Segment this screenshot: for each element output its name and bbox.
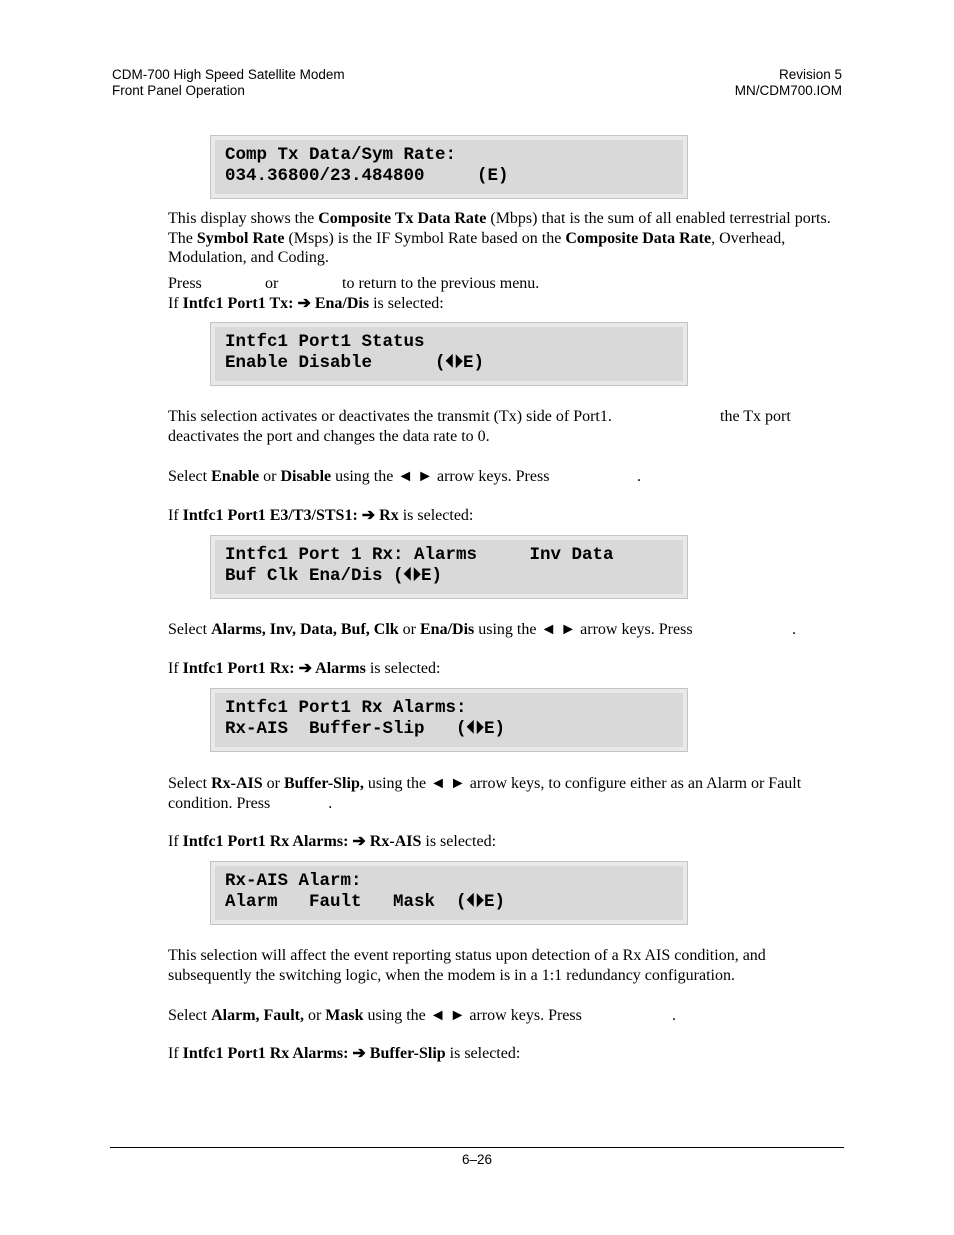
lcd-line-1: Intfc1 Port1 Rx Alarms: — [225, 698, 467, 718]
lcd-line-2: Alarm Fault Mask (⏴⏵E) — [225, 892, 506, 912]
condition-line: If Intfc1 Port1 Tx: ➔ Ena/Dis is selected: — [168, 295, 444, 312]
description-paragraph: This display shows the Composite Tx Data Rate (Mbps) that is the sum of all enabled terrestrial ports. The Symbol Rate (Msps) is the IF Symbol Rate based on the Composite Data Rate, Overhead, Modulation, and Coding. — [168, 210, 831, 266]
condition-line: If Intfc1 Port1 Rx Alarms: ➔ Rx-AIS is selected: — [168, 833, 497, 850]
lcd-line-1: Rx-AIS Alarm: — [225, 871, 362, 891]
lcd-line-1: Intfc1 Port 1 Rx: Alarms Inv Data — [225, 545, 614, 565]
lcd-display-port-status — [210, 322, 688, 386]
condition-line: If Intfc1 Port1 E3/T3/STS1: ➔ Rx is selected: — [168, 507, 474, 524]
lcd-display-rx-options — [210, 535, 688, 599]
lcd-display-comp-tx-rate — [210, 135, 688, 199]
footer-divider — [110, 1147, 844, 1148]
doc-title: CDM-700 High Speed Satellite Modem — [112, 67, 345, 82]
lcd-line-2: Rx-AIS Buffer-Slip (⏴⏵E) — [225, 719, 506, 739]
lcd-display-rx-ais-alarm — [210, 861, 688, 925]
select-instruction: Select Rx-AIS or Buffer-Slip, using the ◄ ► arrow keys, to configure either as an Alarm or Fault condition. Press . — [168, 775, 802, 812]
condition-line: If Intfc1 Port1 Rx Alarms: ➔ Buffer-Slip is selected: — [168, 1045, 521, 1062]
select-instruction: Select Alarm, Fault, or Mask using the ◄ ► arrow keys. Press . — [168, 1007, 676, 1024]
press-instruction: Press or to return to the previous menu. — [168, 275, 540, 292]
description-paragraph: This selection will affect the event reporting status upon detection of a Rx AIS condition, and subsequently the switching logic, when the modem is in a 1:1 redundancy configuration. — [168, 947, 766, 984]
running-header-right — [735, 67, 842, 99]
lcd-line-1: Intfc1 Port1 Status — [225, 332, 425, 352]
lcd-line-2: Buf Clk Ena/Dis (⏴⏵E) — [225, 566, 443, 586]
running-header-left — [112, 67, 345, 99]
page-number: 6–26 — [461, 1152, 493, 1167]
select-instruction: Select Alarms, Inv, Data, Buf, Clk or Ena/Dis using the ◄ ► arrow keys. Press . — [168, 621, 796, 638]
description-paragraph: This selection activates or deactivates the transmit (Tx) side of Port1. the Tx port deactivates the port and changes the data rate to 0. — [168, 408, 791, 445]
condition-line: If Intfc1 Port1 Rx: ➔ Alarms is selected: — [168, 660, 441, 677]
revision: Revision 5 — [778, 67, 842, 82]
lcd-display-rx-alarms — [210, 688, 688, 752]
lcd-line-1: Comp Tx Data/Sym Rate: — [225, 145, 457, 165]
lcd-line-2: Enable Disable (⏴⏵E) — [225, 353, 485, 373]
select-instruction: Select Enable or Disable using the ◄ ► arrow keys. Press . — [168, 468, 641, 485]
doc-number: MN/CDM700.IOM — [734, 83, 842, 98]
lcd-line-2: 034.36800/23.484800 (E) — [225, 166, 509, 186]
section-title: Front Panel Operation — [112, 83, 245, 98]
